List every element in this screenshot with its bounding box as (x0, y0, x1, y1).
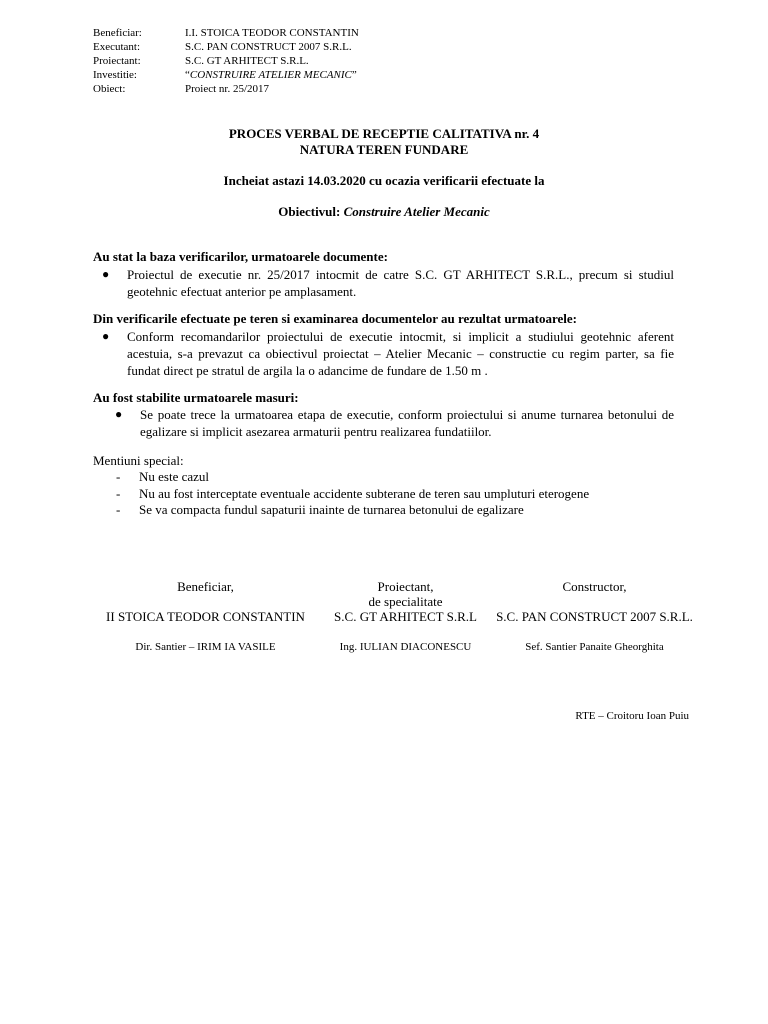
list-item (116, 486, 589, 502)
list-item (93, 406, 674, 440)
header-label: Beneficiar: (93, 27, 142, 39)
header-value: S.C. GT ARHITECT S.R.L. (185, 55, 309, 67)
list-item (116, 502, 524, 518)
rte-signature: RTE – Croitoru Ioan Puiu (575, 710, 689, 722)
header-value-suffix: ” (351, 69, 357, 81)
bullet-text: Se poate trece la urmatoarea etapa de executie, conform proiectului si anume turnarea betonului de egalizare si implicit asezarea armaturii pentru realizarea fundatiilor. (140, 407, 674, 439)
bullet-text: Conform recomandarilor proiectului de executie intocmit, si implicit a studiului geotehnic aferent acestuia, s-a prevazut ca obiectivul proiectat – Atelier Mecanic – constructie cu regim parter, sa fie fundat direct pe stratul de argila la o adancime de fundare de 1.50 m . (127, 329, 674, 378)
list-item (93, 266, 674, 300)
bullet-icon: ● (115, 407, 123, 421)
header-label: Proiectant: (93, 55, 141, 67)
signature-company-proiectant: S.C. GT ARHITECT S.R.L (334, 609, 477, 624)
signature-person-beneficiar: Dir. Santier – IRIM IA VASILE (135, 641, 276, 653)
header-value: I.I. STOICA TEODOR CONSTANTIN (185, 27, 359, 39)
header-label: Investitie: (93, 69, 137, 81)
mention-text: Nu au fost interceptate eventuale accidente subterane de teren sau umpluturi eterogene (139, 486, 590, 501)
header-proiectant (93, 54, 309, 68)
mention-text: Se va compacta fundul sapaturii inainte de turnarea betonului de egalizare (139, 502, 524, 517)
signature-person-constructor: Sef. Santier Panaite Gheorghita (525, 641, 664, 653)
header-value-text: CONSTRUIRE ATELIER MECANIC (189, 69, 352, 81)
header-value (185, 68, 357, 82)
signature-role-proiectant: Proiectant, (377, 579, 434, 594)
dash-icon: - (116, 486, 121, 501)
header-obiect (93, 82, 269, 96)
header-label: Executant: (93, 41, 141, 53)
section-heading-documents: Au stat la baza verificarilor, urmatoarele documente: (93, 249, 388, 264)
signature-role-beneficiar: Beneficiar, (177, 579, 234, 594)
signature-role-proiectant-2: de specialitate (368, 594, 443, 609)
list-item (116, 469, 209, 485)
section-heading-measures: Au fost stabilite urmatoarele masuri: (93, 390, 299, 405)
header-executant (93, 40, 352, 54)
header-investitie (93, 68, 357, 82)
signature-company-constructor: S.C. PAN CONSTRUCT 2007 S.R.L. (496, 609, 693, 624)
bullet-icon: ● (102, 329, 110, 343)
objective-line (0, 204, 768, 220)
concluded-line: Incheiat astazi 14.03.2020 cu ocazia verificarii efectuate la (223, 173, 545, 188)
section-heading-results: Din verificarile efectuate pe teren si examinarea documentelor au rezultat urmatoarele: (93, 311, 577, 326)
signature-company-beneficiar: II STOICA TEODOR CONSTANTIN (106, 609, 305, 624)
objective-label: Obiectivul: (278, 204, 341, 219)
header-value-prefix: “ (185, 69, 190, 81)
dash-icon: - (116, 469, 121, 484)
document-title: PROCES VERBAL DE RECEPTIE CALITATIVA nr. 4 (228, 126, 540, 141)
mentions-heading: Mentiuni special: (93, 453, 184, 468)
objective-value: Construire Atelier Mecanic (343, 204, 490, 219)
dash-icon: - (116, 502, 121, 517)
header-label: Obiect: (93, 83, 126, 95)
signature-role-constructor: Constructor, (562, 579, 627, 594)
mention-text: Nu este cazul (139, 469, 210, 484)
header-value: S.C. PAN CONSTRUCT 2007 S.R.L. (185, 41, 352, 53)
header-beneficiar (93, 26, 359, 40)
header-value: Proiect nr. 25/2017 (185, 83, 270, 95)
bullet-icon: ● (102, 267, 110, 281)
list-item (93, 328, 674, 379)
signature-person-proiectant: Ing. IULIAN DIACONESCU (339, 641, 472, 653)
bullet-text: Proiectul de executie nr. 25/2017 intocmit de catre S.C. GT ARHITECT S.R.L., precum si studiul geotehnic efectuat anterior pe amplasament. (127, 267, 674, 299)
document-subtitle: NATURA TEREN FUNDARE (299, 142, 469, 157)
